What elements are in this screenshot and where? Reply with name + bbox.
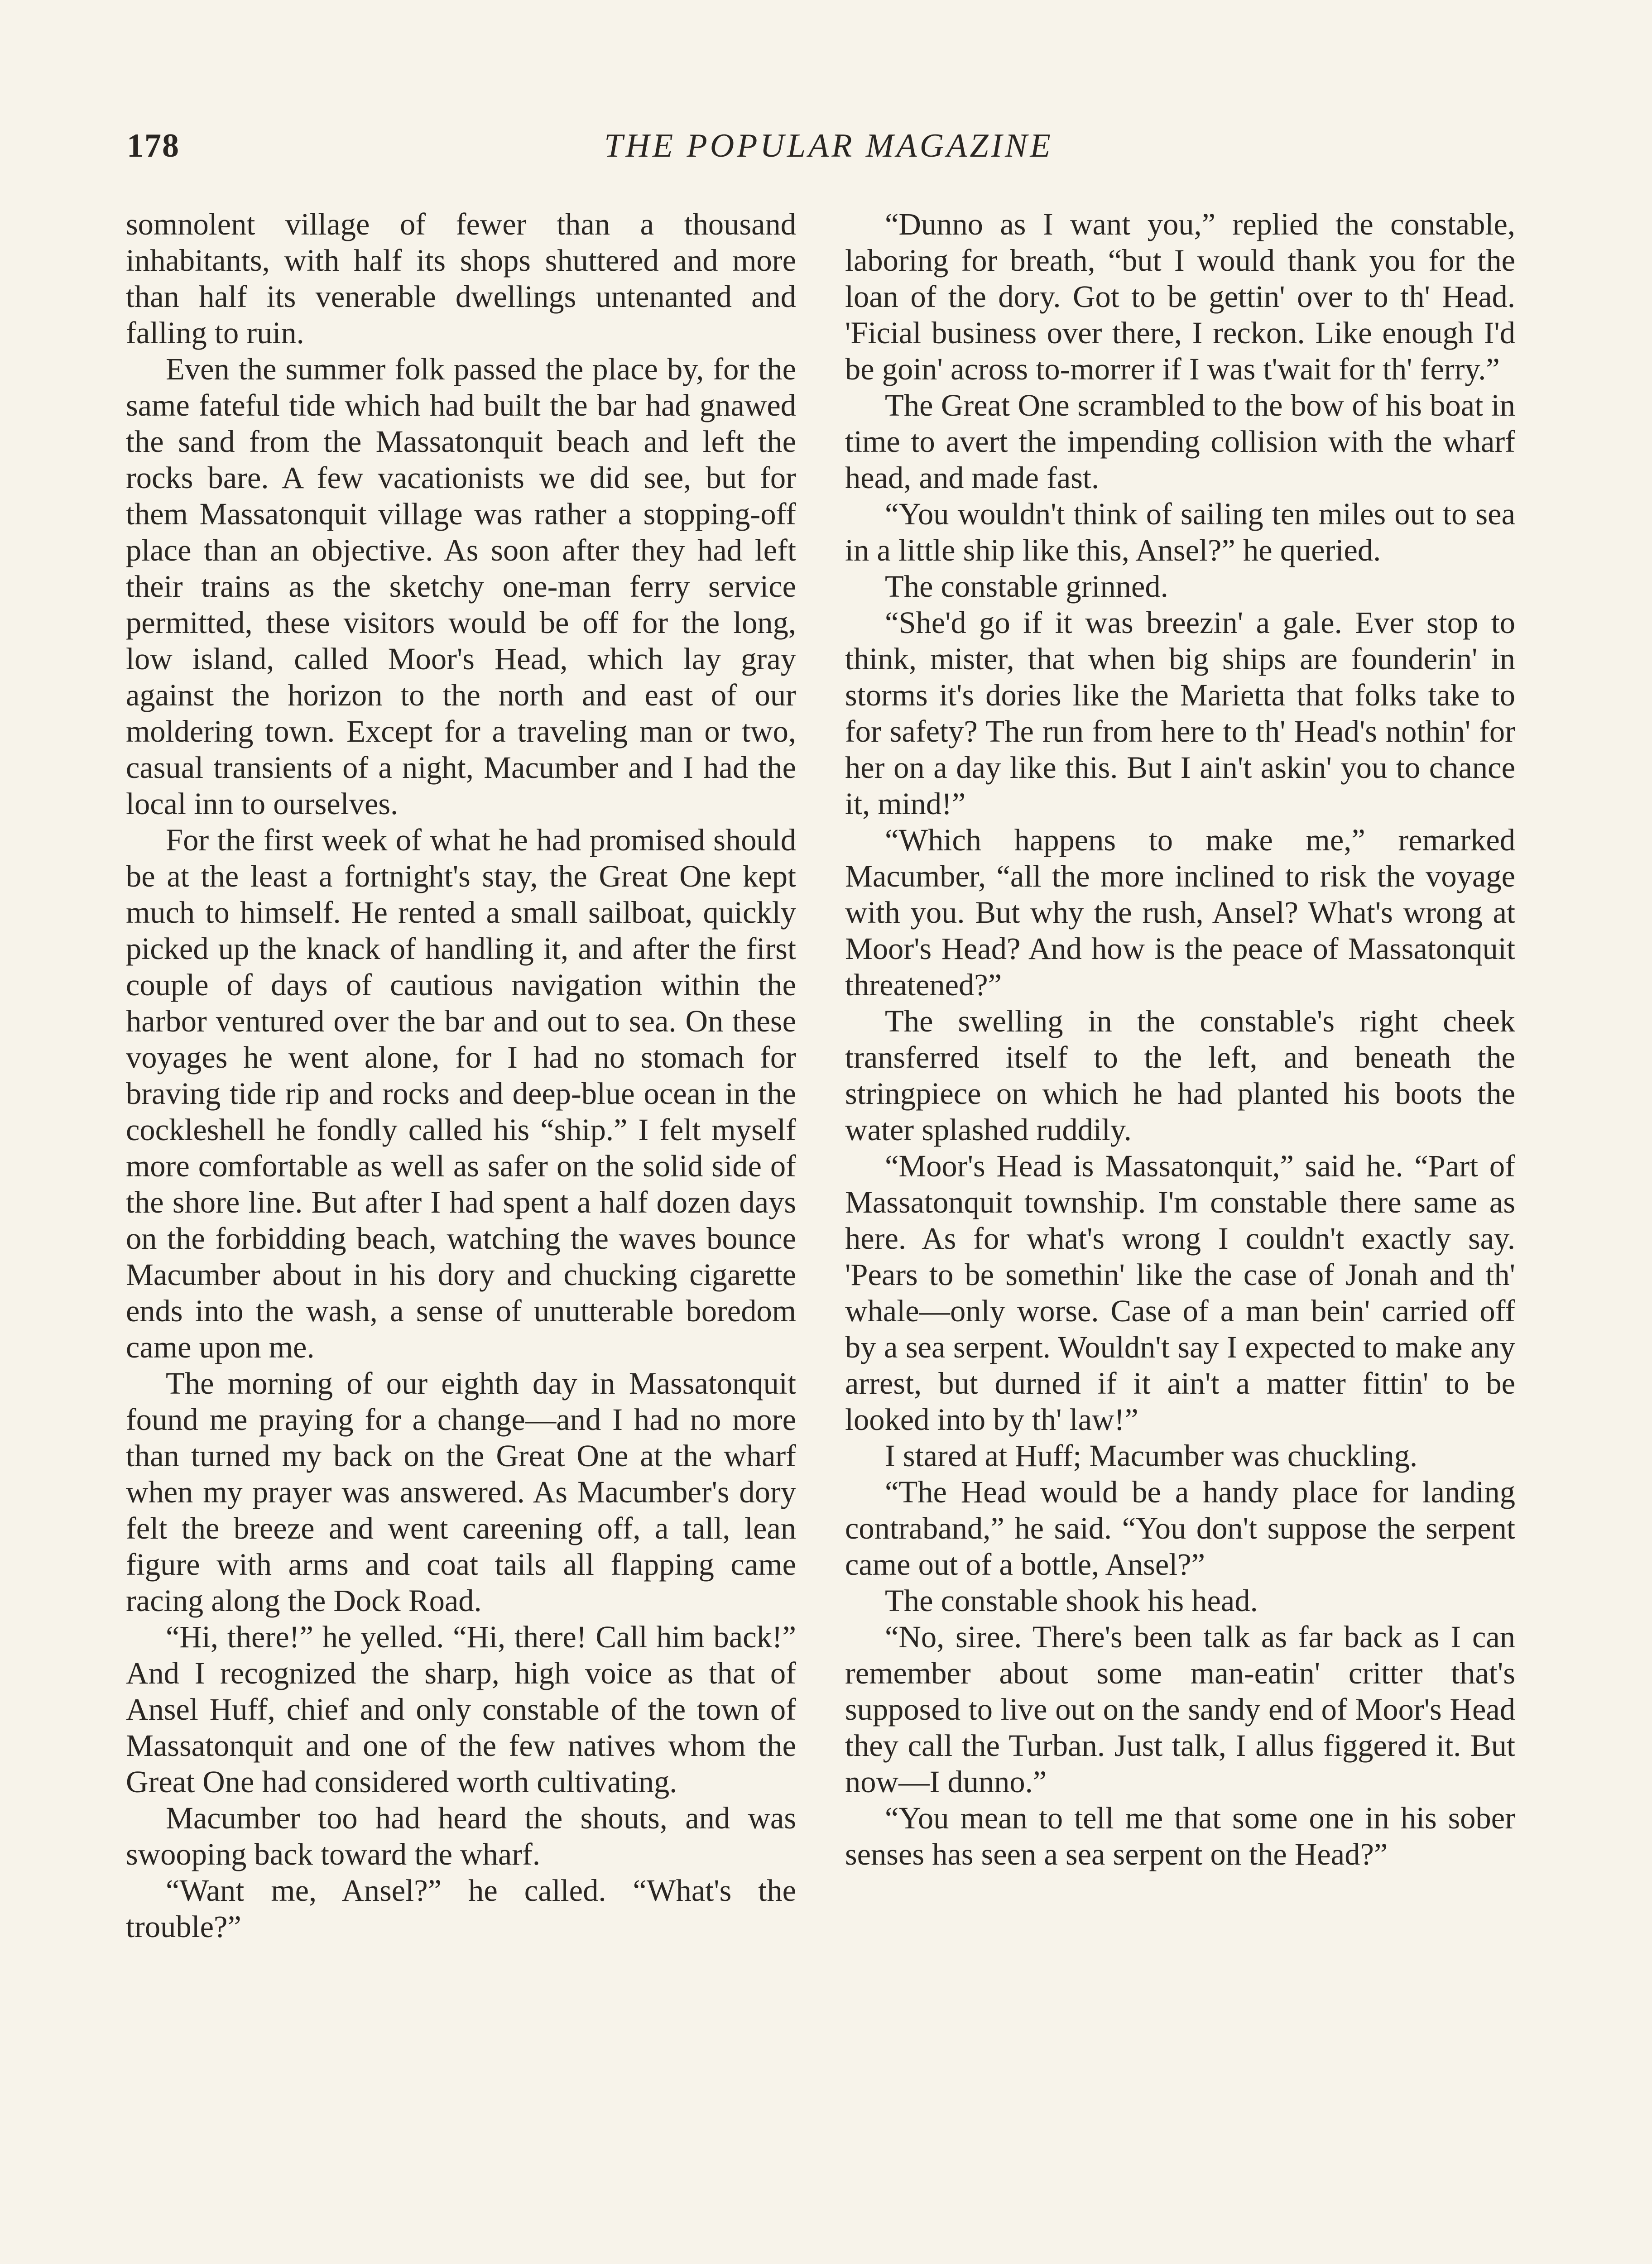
paragraph: I stared at Huff; Macumber was chuckling. xyxy=(885,1439,1418,1473)
paragraph: “Dunno as I want you,” replied the constable, laboring for breath, “but I would thank you for the loan of the dory. Got to be gettin' over to th' Head. 'Ficial business over there, I reckon. Like enough I'd be goin' across to-morrer if I was t'wait for th' ferry.” xyxy=(845,207,1515,386)
paragraph: “She'd go if it was breezin' a gale. Ever stop to think, mister, that when big ships are founderin' in storms it's dories like the Marietta that folks take to for safety? The run from here to th' Head's nothin' for her on a day like this. But I ain't askin' you to chance it, mind!” xyxy=(845,605,1515,821)
paragraph: “Hi, there!” he yelled. “Hi, there! Call him back!” And I recognized the sharp, high voice as that of Ansel Huff, chief and only constable of the town of Massatonquit and one of the few natives whom the Great One had considered worth cultivating. xyxy=(126,1620,796,1799)
paragraph: “Which happens to make me,” remarked Macumber, “all the more inclined to risk the voyage with you. But why the rush, Ansel? What's wrong at Moor's Head? And how is the peace of Massatonquit threatened?” xyxy=(845,823,1515,1002)
page-header xyxy=(127,127,1531,177)
right-column xyxy=(845,206,1515,1872)
paragraph: “Moor's Head is Massatonquit,” said he. “Part of Massatonquit township. I'm constable there same as here. As for what's wrong I couldn't exactly say. 'Pears to be somethin' like the case of Jonah and th' whale—only worse. Case of a man bein' carried off by a sea serpent. Wouldn't say I expected to make any arrest, but durned if it ain't a matter fittin' to be looked into by th' law!” xyxy=(845,1149,1515,1437)
running-head: THE POPULAR MAGAZINE xyxy=(604,127,1053,164)
paragraph: The morning of our eighth day in Massatonquit found me praying for a change—and I had no more than turned my back on the Great One at the wharf when my prayer was answered. As Macumber's dory felt the breeze and went careening off, a tall, lean figure with arms and coat tails all flapping came racing along the Dock Road. xyxy=(126,1366,796,1618)
paragraph: somnolent village of fewer than a thousand inhabitants, with half its shops shuttered and more than half its venerable dwellings untenanted and falling to ruin. xyxy=(126,207,796,350)
paragraph: “You mean to tell me that some one in his sober senses has seen a sea serpent on the Head?” xyxy=(845,1801,1515,1871)
page-number: 178 xyxy=(127,127,180,164)
paragraph: The swelling in the constable's right cheek transferred itself to the left, and beneath the stringpiece on which he had planted his boots the water splashed ruddily. xyxy=(845,1004,1515,1147)
paragraph: The Great One scrambled to the bow of his boat in time to avert the impending collision with the wharf head, and made fast. xyxy=(845,388,1515,495)
paragraph: The constable grinned. xyxy=(885,569,1168,604)
paragraph: “No, siree. There's been talk as far back as I can remember about some man-eatin' critter that's supposed to live out on the sandy end of Moor's Head they call the Turban. Just talk, I allus figgered it. But now—I dunno.” xyxy=(845,1620,1515,1799)
left-column xyxy=(126,206,796,1945)
paragraph: For the first week of what he had promised should be at the least a fortnight's stay, the Great One kept much to himself. He rented a small sailboat, quickly picked up the knack of handling it, and after the first couple of days of cautious navigation within the harbor ventured over the bar and out to sea. On these voyages he went alone, for I had no stomach for braving tide rip and rocks and deep-blue ocean in the cockleshell he fondly called his “ship.” I felt myself more comfortable as well as safer on the solid side of the shore line. But after I had spent a half dozen days on the forbidding beach, watching the waves bounce Macumber about in his dory and chucking cigarette ends into the wash, a sense of unutterable boredom came upon me. xyxy=(126,823,796,1364)
paragraph: Even the summer folk passed the place by, for the same fateful tide which had built the bar had gnawed the sand from the Massatonquit beach and left the rocks bare. A few vacationists we did see, but for them Massatonquit village was rather a stopping-off place than an objective. As soon after they had left their trains as the sketchy one-man ferry service permitted, these visitors would be off for the long, low island, called Moor's Head, which lay gray against the horizon to the north and east of our moldering town. Except for a traveling man or two, casual transients of a night, Macumber and I had the local inn to ourselves. xyxy=(126,352,796,821)
paragraph: Macumber too had heard the shouts, and was swooping back toward the wharf. xyxy=(126,1801,796,1871)
paragraph: “You wouldn't think of sailing ten miles out to sea in a little ship like this, Ansel?” he queried. xyxy=(845,497,1515,567)
paragraph: The constable shook his head. xyxy=(885,1583,1258,1618)
paragraph: “Want me, Ansel?” he called. “What's the trouble?” xyxy=(126,1873,796,1944)
paragraph: “The Head would be a handy place for landing contraband,” he said. “You don't suppose the serpent came out of a bottle, Ansel?” xyxy=(845,1475,1515,1582)
